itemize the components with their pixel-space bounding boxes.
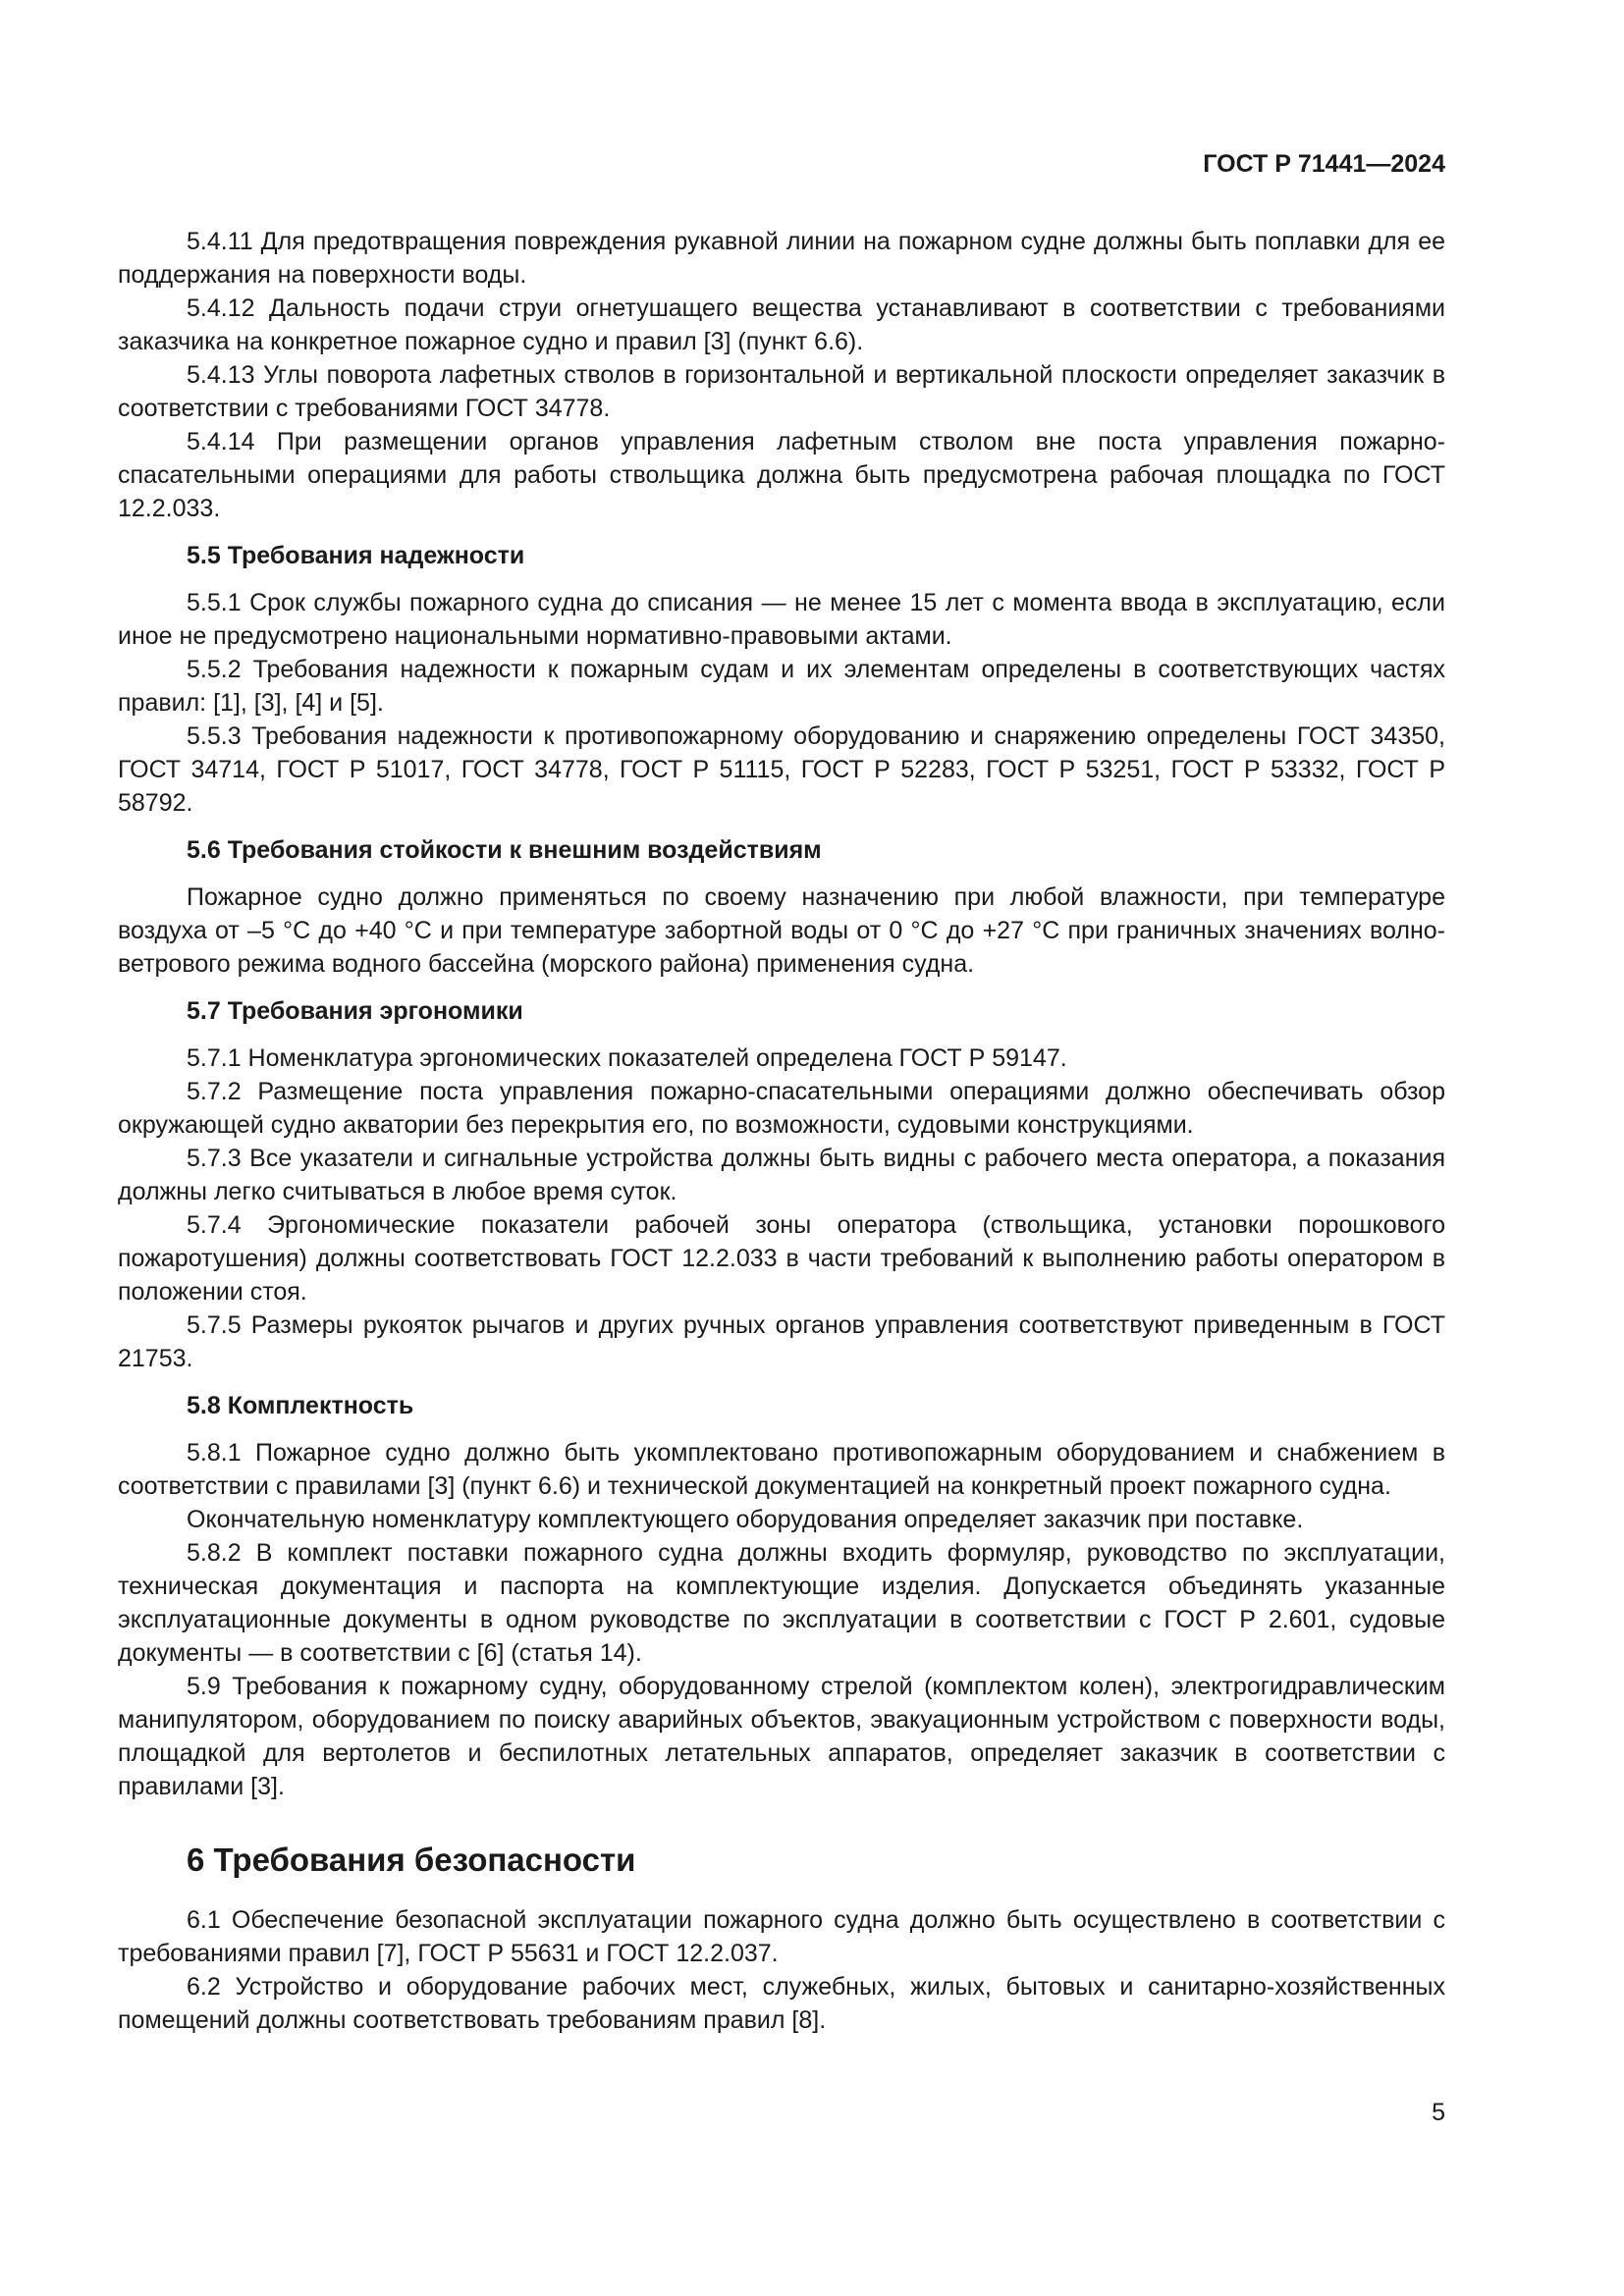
paragraph-5-9: 5.9 Требования к пожарному судну, оборудованному стрелой (комплектом колен), электрогидравлическим манипулятором, оборудованием по поиску аварийных объектов, эвакуационным устройством с поверхности воды, площадкой для вертолетов и беспилотных летательных аппаратов, определяет заказчик в соответствии с правилами [3].	[118, 1673, 1445, 1800]
paragraph-5-5-3: 5.5.3 Требования надежности к противопожарному оборудованию и снаряжению определены ГОСТ 34350, ГОСТ 34714, ГОСТ Р 51017, ГОСТ 34778, ГОСТ Р 51115, ГОСТ Р 52283, ГОСТ Р 53251, ГОСТ Р 53332, ГОСТ Р 58792.	[118, 722, 1445, 817]
paragraph-5-8-2: 5.8.2 В комплект поставки пожарного судна должны входить формуляр, руководство по эксплуатации, техническая документация и паспорта на комплектующие изделия. Допускается объединять указанные эксплуатационные документы в одном руководстве по эксплуатации в соответствии с ГОСТ Р 2.601, судовые документы — в соответствии с [6] (статья 14).	[118, 1539, 1445, 1667]
paragraph-5-7-4: 5.7.4 Эргономические показатели рабочей зоны оператора (ствольщика, установки порошкового пожаротушения) должны соответствовать ГОСТ 12.2.033 в части требований к выполнению работы оператором в положении стоя.	[118, 1211, 1445, 1306]
paragraph-5-4-13: 5.4.13 Углы поворота лафетных стволов в горизонтальной и вертикальной плоскости определяет заказчик в соответствии с требованиями ГОСТ 34778.	[118, 361, 1445, 422]
paragraph-5-5-2: 5.5.2 Требования надежности к пожарным судам и их элементам определены в соответствующих частях правил: [1], [3], [4] и [5].	[118, 656, 1445, 717]
paragraph-5-4-12: 5.4.12 Дальность подачи струи огнетушащего вещества устанавливают в соответствии с требованиями заказчика на конкретное пожарное судно и правил [3] (пункт 6.6).	[118, 294, 1445, 355]
paragraph-6-1: 6.1 Обеспечение безопасной эксплуатации пожарного судна должно быть осуществлено в соответствии с требованиями правил [7], ГОСТ Р 55631 и ГОСТ 12.2.037.	[118, 1906, 1445, 1967]
subsection-heading-5-8: 5.8 Комплектность	[187, 1392, 414, 1419]
subsection-heading-5-5: 5.5 Требования надежности	[187, 542, 525, 569]
document-header: ГОСТ Р 71441—2024	[1203, 150, 1445, 178]
paragraph-5-7-1: 5.7.1 Номенклатура эргономических показателей определена ГОСТ Р 59147.	[187, 1044, 1067, 1072]
section-heading-6: 6 Требования безопасности	[187, 1842, 636, 1878]
paragraph-5-8-1-continued: Окончательную номенклатуру комплектующего оборудования определяет заказчик при поставке.	[187, 1506, 1304, 1533]
paragraph-5-7-5: 5.7.5 Размеры рукояток рычагов и других ручных органов управления соответствуют приведенным в ГОСТ 21753.	[118, 1311, 1445, 1372]
paragraph-5-7-2: 5.7.2 Размещение поста управления пожарно-спасательными операциями должно обеспечивать обзор окружающей судно акватории без перекрытия его, по возможности, судовыми конструкциями.	[118, 1078, 1445, 1139]
paragraph-5-8-1: 5.8.1 Пожарное судно должно быть укомплектовано противопожарным оборудованием и снабжением в соответствии с правилами [3] (пункт 6.6) и технической документацией на конкретный проект пожарного судна.	[118, 1439, 1445, 1500]
paragraph-5-4-11: 5.4.11 Для предотвращения повреждения рукавной линии на пожарном судне должны быть поплавки для ее поддержания на поверхности воды.	[118, 228, 1445, 289]
paragraph-5-4-14: 5.4.14 При размещении органов управления лафетным стволом вне поста управления пожарно-спасательными операциями для работы ствольщика должна быть предусмотрена рабочая площадка по ГОСТ 12.2.033.	[118, 428, 1445, 522]
page-number: 5	[1432, 2099, 1445, 2126]
paragraph-5-7-3: 5.7.3 Все указатели и сигнальные устройства должны быть видны с рабочего места оператора, а показания должны легко считываться в любое время суток.	[118, 1145, 1445, 1205]
document-page	[118, 0, 1445, 2296]
paragraph-5-6: Пожарное судно должно применяться по своему назначению при любой влажности, при температуре воздуха от –5 °С до +40 °С и при температуре забортной воды от 0 °С до +27 °С при граничных значениях волно-ветрового режима водного бассейна (морского района) применения судна.	[118, 883, 1445, 978]
document-body	[118, 225, 1445, 2037]
subsection-heading-5-6: 5.6 Требования стойкости к внешним воздействиям	[187, 836, 822, 864]
subsection-heading-5-7: 5.7 Требования эргономики	[187, 997, 523, 1025]
paragraph-5-5-1: 5.5.1 Срок службы пожарного судна до списания — не менее 15 лет с момента ввода в эксплуатацию, если иное не предусмотрено национальными нормативно-правовыми актами.	[118, 589, 1445, 650]
paragraph-6-2: 6.2 Устройство и оборудование рабочих мест, служебных, жилых, бытовых и санитарно-хозяйственных помещений должны соответствовать требованиям правил [8].	[118, 1973, 1445, 2034]
